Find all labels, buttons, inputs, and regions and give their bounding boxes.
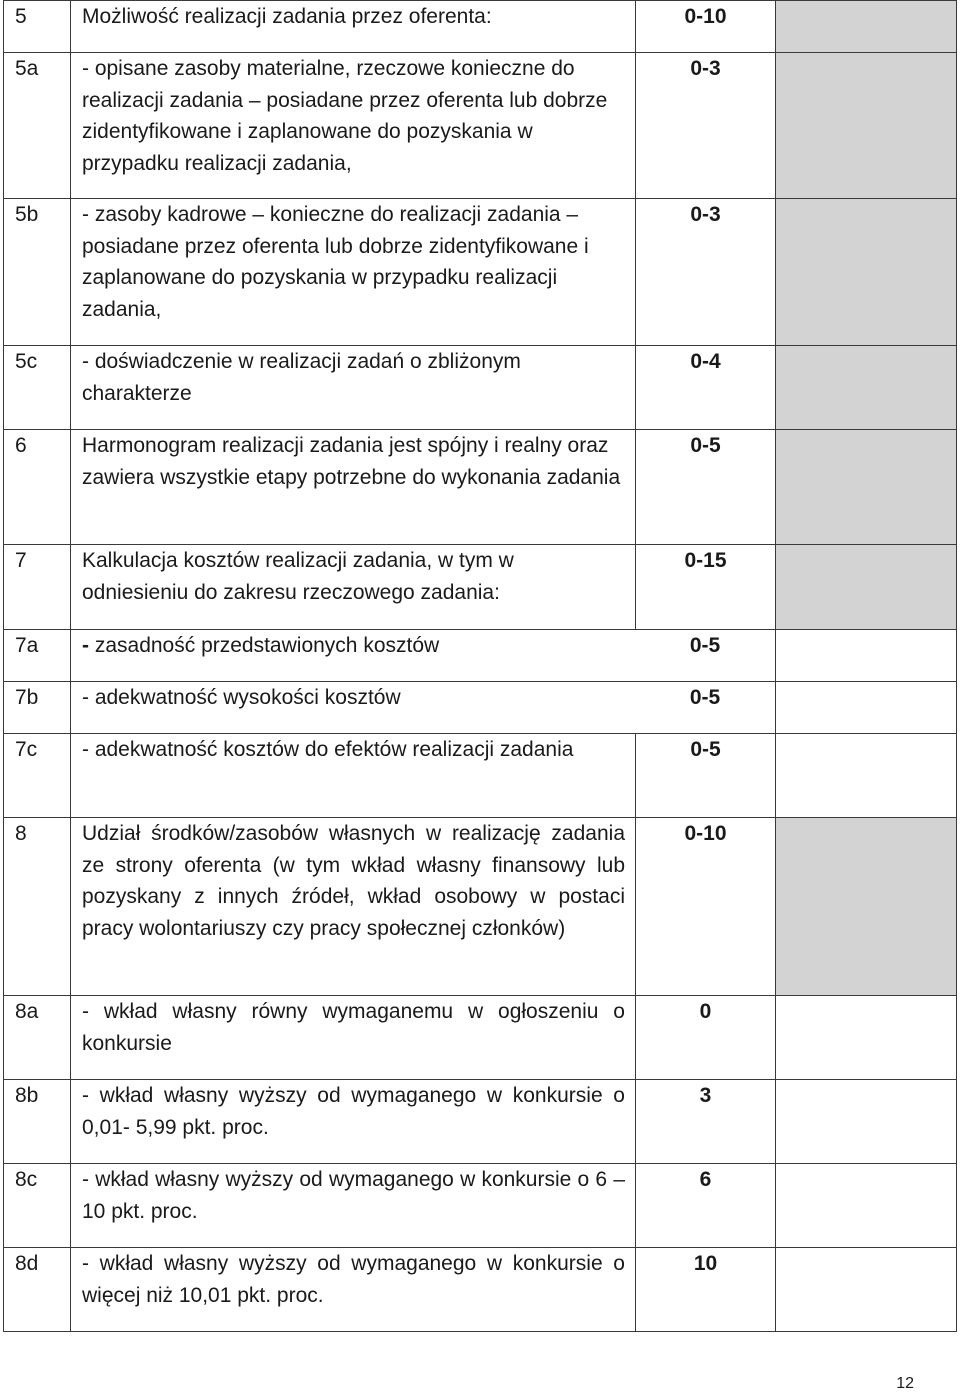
row-score: 0-5	[689, 634, 721, 657]
row-points-cell	[776, 1080, 957, 1164]
row-points-cell	[776, 1164, 957, 1248]
row-criterion: - wkład własny wyższy od wymaganego w konkursie o 6 – 10 pkt. proc.	[71, 1164, 636, 1248]
row-criterion: - wkład własny równy wymaganemu w ogłoszeniu o konkursie	[71, 996, 636, 1080]
row-criterion: Udział środków/zasobów własnych w realizację zadania ze strony oferenta (w tym wkład własny finansowy lub pozyskany z innych źródeł, wkład osobowy w postaci pracy wolontariuszy czy pracy społecznej członków)	[71, 818, 636, 996]
row-number: 8d	[4, 1248, 71, 1332]
row-points-cell	[776, 682, 957, 734]
table-row	[4, 630, 957, 682]
row-number: 5	[4, 1, 71, 53]
row-criterion: Możliwość realizacji zadania przez oferenta:	[71, 1, 636, 53]
table-row	[4, 199, 957, 346]
row-criterion: - adekwatność kosztów do efektów realizacji zadania	[71, 734, 636, 818]
row-score: 0-10	[636, 1, 776, 53]
row-criterion-text: - adekwatność wysokości kosztów	[82, 686, 401, 709]
row-number: 8a	[4, 996, 71, 1080]
table-row	[4, 1248, 957, 1332]
scoring-table	[3, 0, 957, 1332]
row-score: 6	[636, 1164, 776, 1248]
row-number: 5a	[4, 53, 71, 199]
table-row	[4, 996, 957, 1080]
row-points-cell	[776, 734, 957, 818]
row-number: 8b	[4, 1080, 71, 1164]
row-dash: -	[82, 634, 89, 657]
row-score: 0	[636, 996, 776, 1080]
row-points-cell	[776, 1248, 957, 1332]
table-row	[4, 1080, 957, 1164]
table-row	[4, 430, 957, 545]
row-number: 7	[4, 545, 71, 630]
row-score: 0-15	[636, 545, 776, 630]
row-points-cell	[776, 545, 957, 630]
row-number: 7a	[4, 630, 71, 682]
row-criterion	[71, 682, 776, 734]
row-score: 0-5	[689, 686, 721, 709]
row-criterion: - doświadczenie w realizacji zadań o zbliżonym charakterze	[71, 346, 636, 430]
row-criterion: Harmonogram realizacji zadania jest spójny i realny oraz zawiera wszystkie etapy potrzebne do wykonania zadania	[71, 430, 636, 545]
row-score: 0-3	[636, 53, 776, 199]
row-number: 7c	[4, 734, 71, 818]
row-score: 0-10	[636, 818, 776, 996]
row-criterion: - opisane zasoby materialne, rzeczowe konieczne do realizacji zadania – posiadane przez oferenta lub dobrze zidentyfikowane i zaplanowane do pozyskania w przypadku realizacji zadania,	[71, 53, 636, 199]
row-points-cell	[776, 430, 957, 545]
row-number: 7b	[4, 682, 71, 734]
row-number: 6	[4, 430, 71, 545]
row-criterion	[71, 630, 776, 682]
row-criterion-text: zasadność przedstawionych kosztów	[89, 634, 440, 657]
row-score: 0-3	[636, 199, 776, 346]
table-row	[4, 1164, 957, 1248]
row-points-cell	[776, 818, 957, 996]
row-criterion: Kalkulacja kosztów realizacji zadania, w tym w odniesieniu do zakresu rzeczowego zadania:	[71, 545, 636, 630]
row-score: 0-5	[636, 430, 776, 545]
table-row	[4, 1, 957, 53]
table-row	[4, 734, 957, 818]
row-score: 3	[636, 1080, 776, 1164]
row-number: 5c	[4, 346, 71, 430]
table-row	[4, 682, 957, 734]
row-number: 8	[4, 818, 71, 996]
row-points-cell	[776, 1, 957, 53]
row-points-cell	[776, 53, 957, 199]
row-criterion: - wkład własny wyższy od wymaganego w konkursie o więcej niż 10,01 pkt. proc.	[71, 1248, 636, 1332]
row-score: 10	[636, 1248, 776, 1332]
row-criterion: - zasoby kadrowe – konieczne do realizacji zadania – posiadane przez oferenta lub dobrze zidentyfikowane i zaplanowane do pozyskania w przypadku realizacji zadania,	[71, 199, 636, 346]
table-row	[4, 818, 957, 996]
row-score: 0-4	[636, 346, 776, 430]
row-points-cell	[776, 199, 957, 346]
table-row	[4, 346, 957, 430]
row-criterion: - wkład własny wyższy od wymaganego w konkursie o 0,01- 5,99 pkt. proc.	[71, 1080, 636, 1164]
row-points-cell	[776, 346, 957, 430]
page-number: 12	[896, 1375, 914, 1392]
row-score: 0-5	[636, 734, 776, 818]
table-row	[4, 53, 957, 199]
row-number: 5b	[4, 199, 71, 346]
row-number: 8c	[4, 1164, 71, 1248]
row-points-cell	[776, 996, 957, 1080]
table-row	[4, 545, 957, 630]
row-points-cell	[776, 630, 957, 682]
